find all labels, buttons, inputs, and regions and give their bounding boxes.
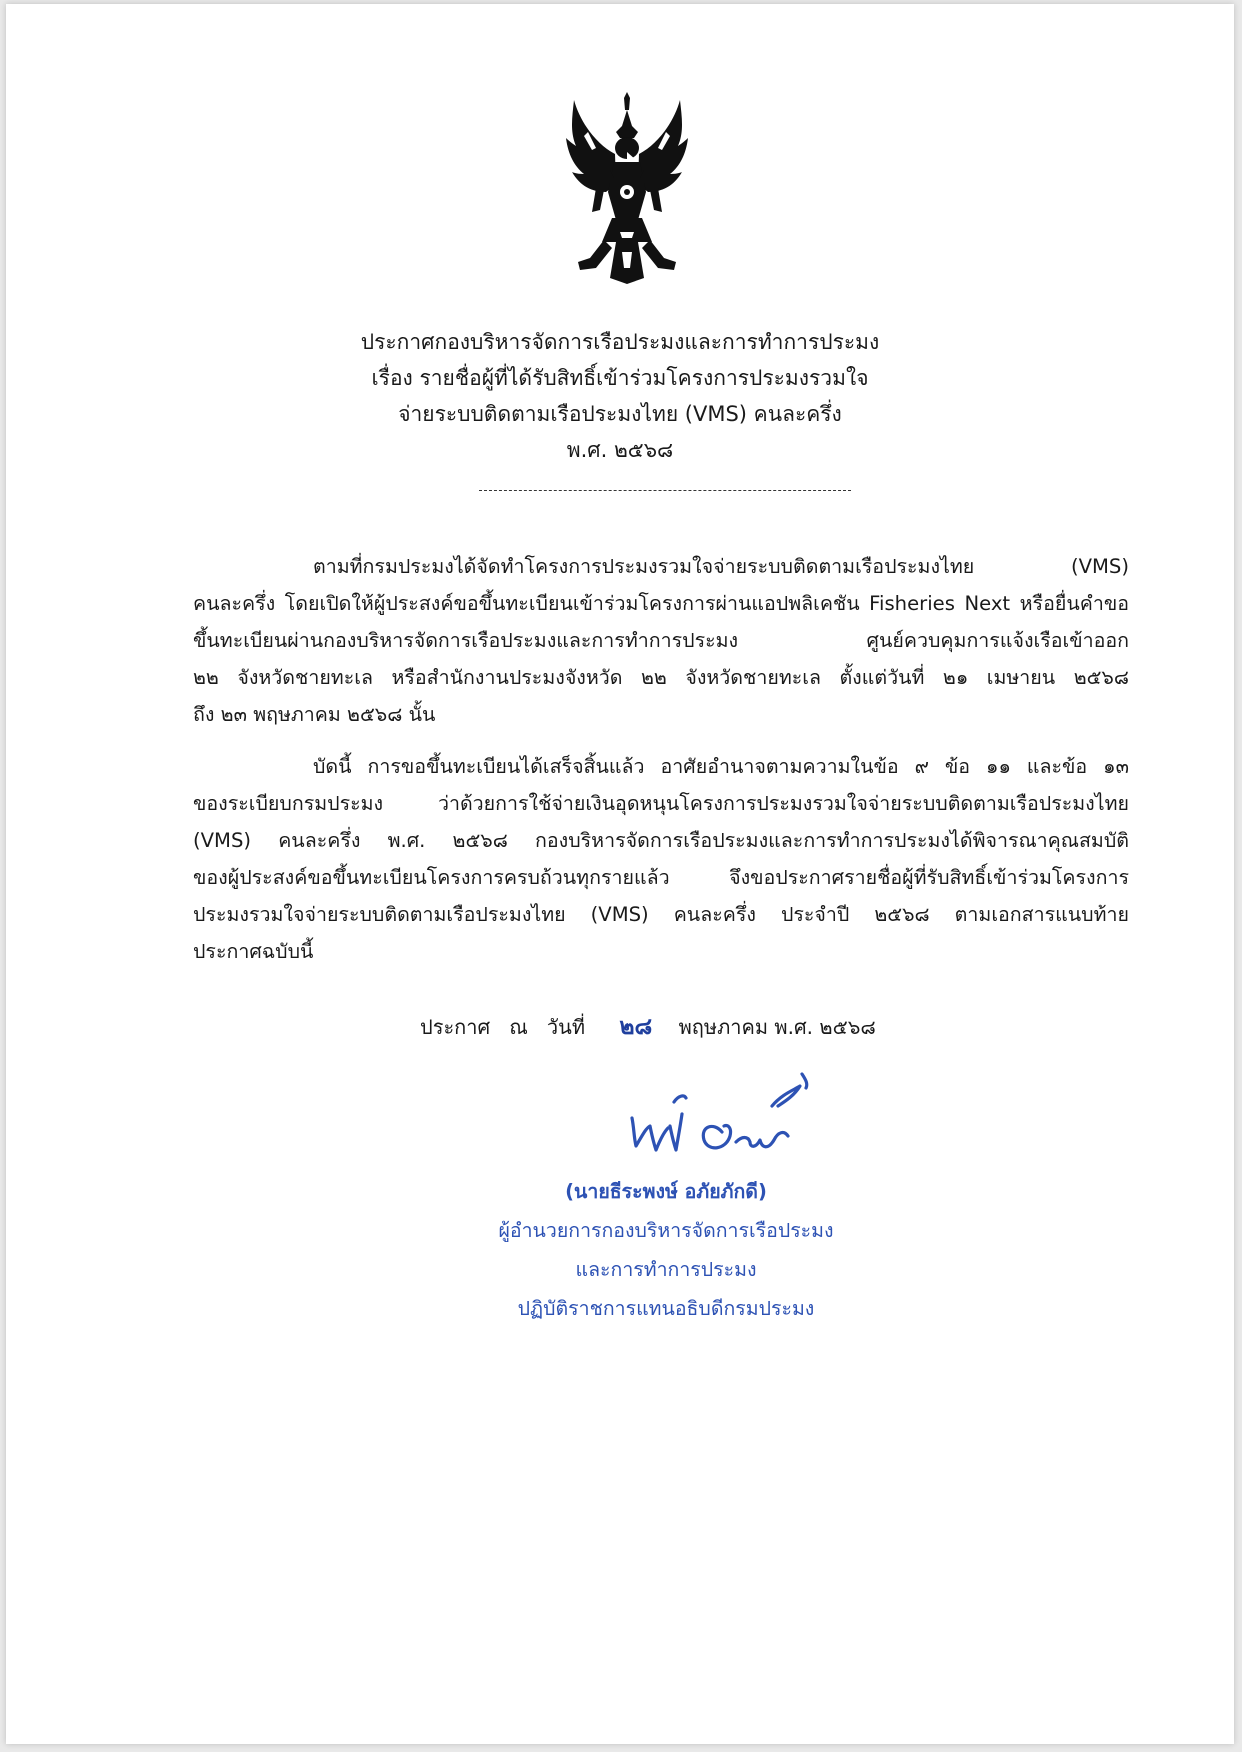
body-paragraph-1 bbox=[193, 548, 1129, 733]
title-year: พ.ศ. ๒๕๖๘ bbox=[566, 438, 674, 462]
paragraph-line: ถึง ๒๓ พฤษภาคม ๒๕๖๘ นั้น bbox=[193, 703, 436, 726]
signatory-position-3: ปฏิบัติราชการแทนอธิบดีกรมประมง bbox=[517, 1297, 815, 1320]
document-title bbox=[6, 324, 1234, 468]
title-line-3: จ่ายระบบติดตามเรือประมงไทย (VMS) คนละครึ่ง bbox=[398, 402, 842, 426]
body-paragraph-2 bbox=[193, 748, 1129, 970]
paragraph-line: คนละครึ่ง โดยเปิดให้ผู้ประสงค์ขอขึ้นทะเบียนเข้าร่วมโครงการผ่านแอปพลิเคชัน Fisheries Next หรือยื่นคำขอ bbox=[193, 592, 1129, 615]
signatory-position-2: และการทำการประมง bbox=[575, 1258, 757, 1281]
paragraph-line: ของระเบียบกรมประมง ว่าด้วยการใช้จ่ายเงินอุดหนุนโครงการประมงรวมใจจ่ายระบบติดตามเรือประมงไทย bbox=[193, 792, 1129, 815]
garuda-emblem-icon bbox=[566, 92, 688, 284]
signatory-position-1: ผู้อำนวยการกองบริหารจัดการเรือประมง bbox=[498, 1219, 834, 1242]
paragraph-line: (VMS) คนละครึ่ง พ.ศ. ๒๕๖๘ กองบริหารจัดการเรือประมงและการทำการประมงได้พิจารณาคุณสมบัติ bbox=[193, 829, 1129, 852]
paragraph-line: บัดนี้ การขอขึ้นทะเบียนได้เสร็จสิ้นแล้ว อาศัยอำนาจตามความในข้อ ๙ ข้อ ๑๑ และข้อ ๑๓ bbox=[313, 755, 1129, 778]
date-day: ๒๘ bbox=[619, 1014, 653, 1040]
document-page bbox=[6, 4, 1234, 1744]
date-prefix: ประกาศ ณ วันที่ bbox=[420, 1015, 585, 1039]
announcement-date bbox=[420, 1009, 876, 1045]
title-divider bbox=[479, 490, 851, 491]
paragraph-line: ตามที่กรมประมงได้จัดทำโครงการประมงรวมใจจ่ายระบบติดตามเรือประมงไทย (VMS) bbox=[313, 555, 1129, 578]
title-line-1: ประกาศกองบริหารจัดการเรือประมงและการทำการประมง bbox=[360, 330, 880, 354]
paragraph-line: ของผู้ประสงค์ขอขึ้นทะเบียนโครงการครบถ้วนทุกรายแล้ว จึงขอประกาศรายชื่อผู้ที่รับสิทธิ์เข้าร่วมโครงการ bbox=[193, 866, 1129, 889]
signatory-block bbox=[446, 1172, 886, 1328]
date-suffix: พฤษภาคม พ.ศ. ๒๕๖๘ bbox=[678, 1015, 876, 1039]
paragraph-line: ขึ้นทะเบียนผ่านกองบริหารจัดการเรือประมงและการทำการประมง ศูนย์ควบคุมการแจ้งเรือเข้าออก bbox=[193, 629, 1129, 652]
paragraph-line: ประกาศฉบับนี้ bbox=[193, 940, 314, 963]
paragraph-line: ประมงรวมใจจ่ายระบบติดตามเรือประมงไทย (VMS) คนละครึ่ง ประจำปี ๒๕๖๘ ตามเอกสารแนบท้าย bbox=[193, 903, 1129, 926]
signatory-name: (นายธีระพงษ์ อภัยภักดี) bbox=[565, 1180, 767, 1203]
paragraph-line: ๒๒ จังหวัดชายทะเล หรือสำนักงานประมงจังหวัด ๒๒ จังหวัดชายทะเล ตั้งแต่วันที่ ๒๑ เมษายน ๒๕๖๘ bbox=[193, 666, 1129, 689]
handwritten-signature bbox=[624, 1066, 844, 1176]
title-line-2: เรื่อง รายชื่อผู้ที่ได้รับสิทธิ์เข้าร่วมโครงการประมงรวมใจ bbox=[371, 366, 869, 390]
